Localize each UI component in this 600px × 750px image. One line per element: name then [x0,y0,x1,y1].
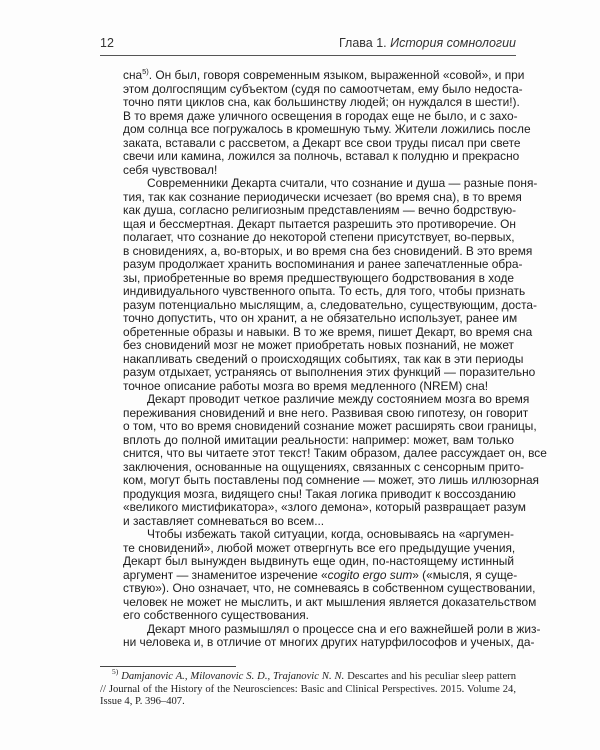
paragraph-line [123,218,514,232]
footnote-rule [100,666,236,667]
paragraph-line [123,67,525,83]
paragraph-line [123,297,537,313]
paragraph-line [123,149,520,164]
paragraph-line [123,380,514,394]
text-segment: точно пяти циклов сна, как большинству людей; он нуждался в шести!). [123,95,520,109]
paragraph-line [123,488,514,502]
text-segment: индивидуального чувственного опыта. То есть, для того, чтобы признать [123,284,526,298]
text-segment: зы, приобретенные во время предшествующего бодрствования в ходе [123,270,514,285]
paragraph-line [123,81,523,97]
paragraph-line [123,203,517,218]
footnote-marker[interactable]: 5) [142,67,149,76]
text-segment: свечи или камина, ложился за полночь, вставал к полудню и прекрасно [123,149,520,163]
paragraph-line [123,257,523,272]
footnote-line [100,684,516,697]
text-segment: // Journal of the History of the Neurosciences: Basic and Clinical Perspectives. 2015. Volume 24, [100,683,516,695]
text-segment: его собственного существования. [123,608,309,622]
paragraph-line [123,272,514,286]
text-segment: . Он был, говоря современным языком, выраженной «совой», и при [148,68,525,82]
paragraph-line [123,555,514,569]
text-segment: себя чувствовал! [123,162,218,177]
text-segment: Современники Декарта считали, что сознание и душа — разные поня- [147,176,538,190]
text-segment: ком, могут быть поставлены под сомнение — может, это лишь иллюзорная [123,473,539,487]
paragraph-line [123,528,514,542]
paragraph-line [123,122,531,137]
running-header [100,36,516,54]
text-segment: продукция мозга, видящего сны! Такая логика приводит к воссозданию [123,486,516,501]
paragraph-line [123,176,538,191]
text-segment: «великого мистификатора», «злого демона», который развращает разум [123,500,526,514]
paragraph-line [123,365,536,380]
paragraph-line [123,500,526,515]
paragraph-line [123,135,521,151]
page-number: 12 [100,36,114,50]
text-segment: Issue 4, P. 396–407. [100,696,185,707]
text-segment: Чтобы избежать такой ситуации, когда, основываясь на «аргумен- [147,527,514,541]
text-segment: обретенные образы и навыки. В то же время, пишет Декарт, во время сна [123,324,533,339]
text-segment: Декарт проводит четкое различие между состоянием мозга во время [147,392,530,406]
text-segment: как душа, согласно религиозным представлениям — вечно бодрствую- [123,203,517,217]
paragraph-line [123,108,518,124]
paragraph-line [123,635,535,650]
text-segment: ни человека и, в отличие от многих других натурфилософов и ученых, да- [123,635,535,649]
paragraph-line [123,311,518,326]
paragraph-line [123,609,514,623]
text-segment: щая и бессмертная. Декарт пытается разрешить это противоречие. Он [123,216,516,231]
text-segment: в сновидениях, а, во-вторых, и во время сна без сновидений. В это время [123,243,533,258]
paragraph-line [123,446,547,461]
paragraph-line [123,164,514,178]
text-segment: дом солнца все погружалось в кромешную тьму. Жители ложились после [123,122,531,136]
paragraph-line [123,459,525,475]
paragraph-line [123,392,530,407]
paragraph-line [123,567,518,583]
text-segment: точно допустить, что он хранит, а не обязательно использует, ранее им [123,311,518,325]
text-segment: полагает, что сознание до некоторой степени присутствует, во-первых, [123,230,515,244]
paragraph-line [123,473,539,488]
italic-text: Damjanovic A., Milovanovic S. D., Trajanovic N. N. [121,671,345,682]
text-segment: и заставляет сомневаться во всем... [123,513,325,528]
text-segment: снится, что вы читаете этот текст! Таким образом, далее рассуждает он, все [123,446,547,460]
text-segment: человек не может не мыслить, и акт мышления является доказательством [123,594,537,609]
text-segment: этом долгоспящим субъектом (судя по самоотчетам, ему было недоста- [123,81,523,96]
paragraph-line [123,339,514,353]
text-segment: разум отдыхает, устраняясь от выполнения этих функций — поразительно [123,365,536,379]
paragraph-line [123,243,533,259]
text-segment: разум потенциально мыслящим, а, следовательно, существующим, доста- [123,297,537,312]
chapter-label: Глава 1. [338,36,387,50]
footnote-marker[interactable]: 5) [112,667,119,676]
text-segment: вплоть до полной имитации реальности: например: может, вам только [123,432,514,447]
text-segment: Descartes and his peculiar sleep pattern [344,671,516,682]
paragraph-line [123,405,529,421]
paragraph-line [123,515,514,529]
text-segment: без сновидений мозг не может приобретать новых познаний, не может [123,338,514,352]
paragraph-line [123,542,514,556]
footnote [100,667,516,709]
text-segment: Декарт много размышлял о процессе сна и его важнейшей роли в жиз- [147,621,541,636]
body-text [123,67,547,650]
text-segment: » («мысля, я суще- [412,567,518,582]
text-segment: тия, так как сознание периодически исчезает (во время сна), в то время [123,189,522,204]
paragraph-line [123,419,537,434]
paragraph-line [123,189,522,205]
text-segment: разум продолжает хранить воспоминания и ранее запечатленные обра- [123,257,523,271]
text-segment: сна [123,68,143,82]
chapter-title: История сомнологии [390,36,516,50]
text-segment: те сновидений», любой может отвергнуть все его предыдущие учения, [123,540,516,555]
italic-text: cogito ergo sum [327,567,413,582]
paragraph-line [123,95,520,110]
footnote-line [100,696,516,709]
text-segment: ствую»). Оно означает, что, не сомневаясь в собственном существовании, [123,581,536,595]
text-segment: заключения, основанные на ощущениях, связанных с сенсорным прито- [123,459,525,474]
text-segment: заката, вставали с рассветом, а Декарт все свои труды писал при свете [123,135,521,150]
text-segment: переживания сновидений и вне него. Развивая свою гипотезу, он говорит [123,405,529,420]
paragraph-line [123,231,514,245]
paragraph-line [123,284,526,299]
footnote-line [100,667,516,684]
text-segment: о том, что во время сновидений сознание может расширять свои границы, [123,419,537,433]
paragraph-line [123,351,524,367]
paragraph-line [123,434,514,448]
text-segment: точное описание работы мозга во время медленного (NREM) сна! [123,378,489,393]
text-segment: Декарт был вынужден выдвинуть еще один, по-настоящему истинный [123,554,514,568]
text-segment: аргумент — знаменитое изречение « [123,567,328,582]
text-segment: В то время даже уличного освещения в городах еще не было, и с захо- [123,108,518,123]
paragraph-line [123,594,537,610]
chapter-heading [339,36,516,50]
text-segment: накапливать сведений о происходящих событиях, так как в эти периоды [123,351,524,366]
paragraph-line [123,581,536,596]
paragraph-line [123,324,533,340]
paragraph-line [123,621,541,637]
header-rule [100,55,516,56]
